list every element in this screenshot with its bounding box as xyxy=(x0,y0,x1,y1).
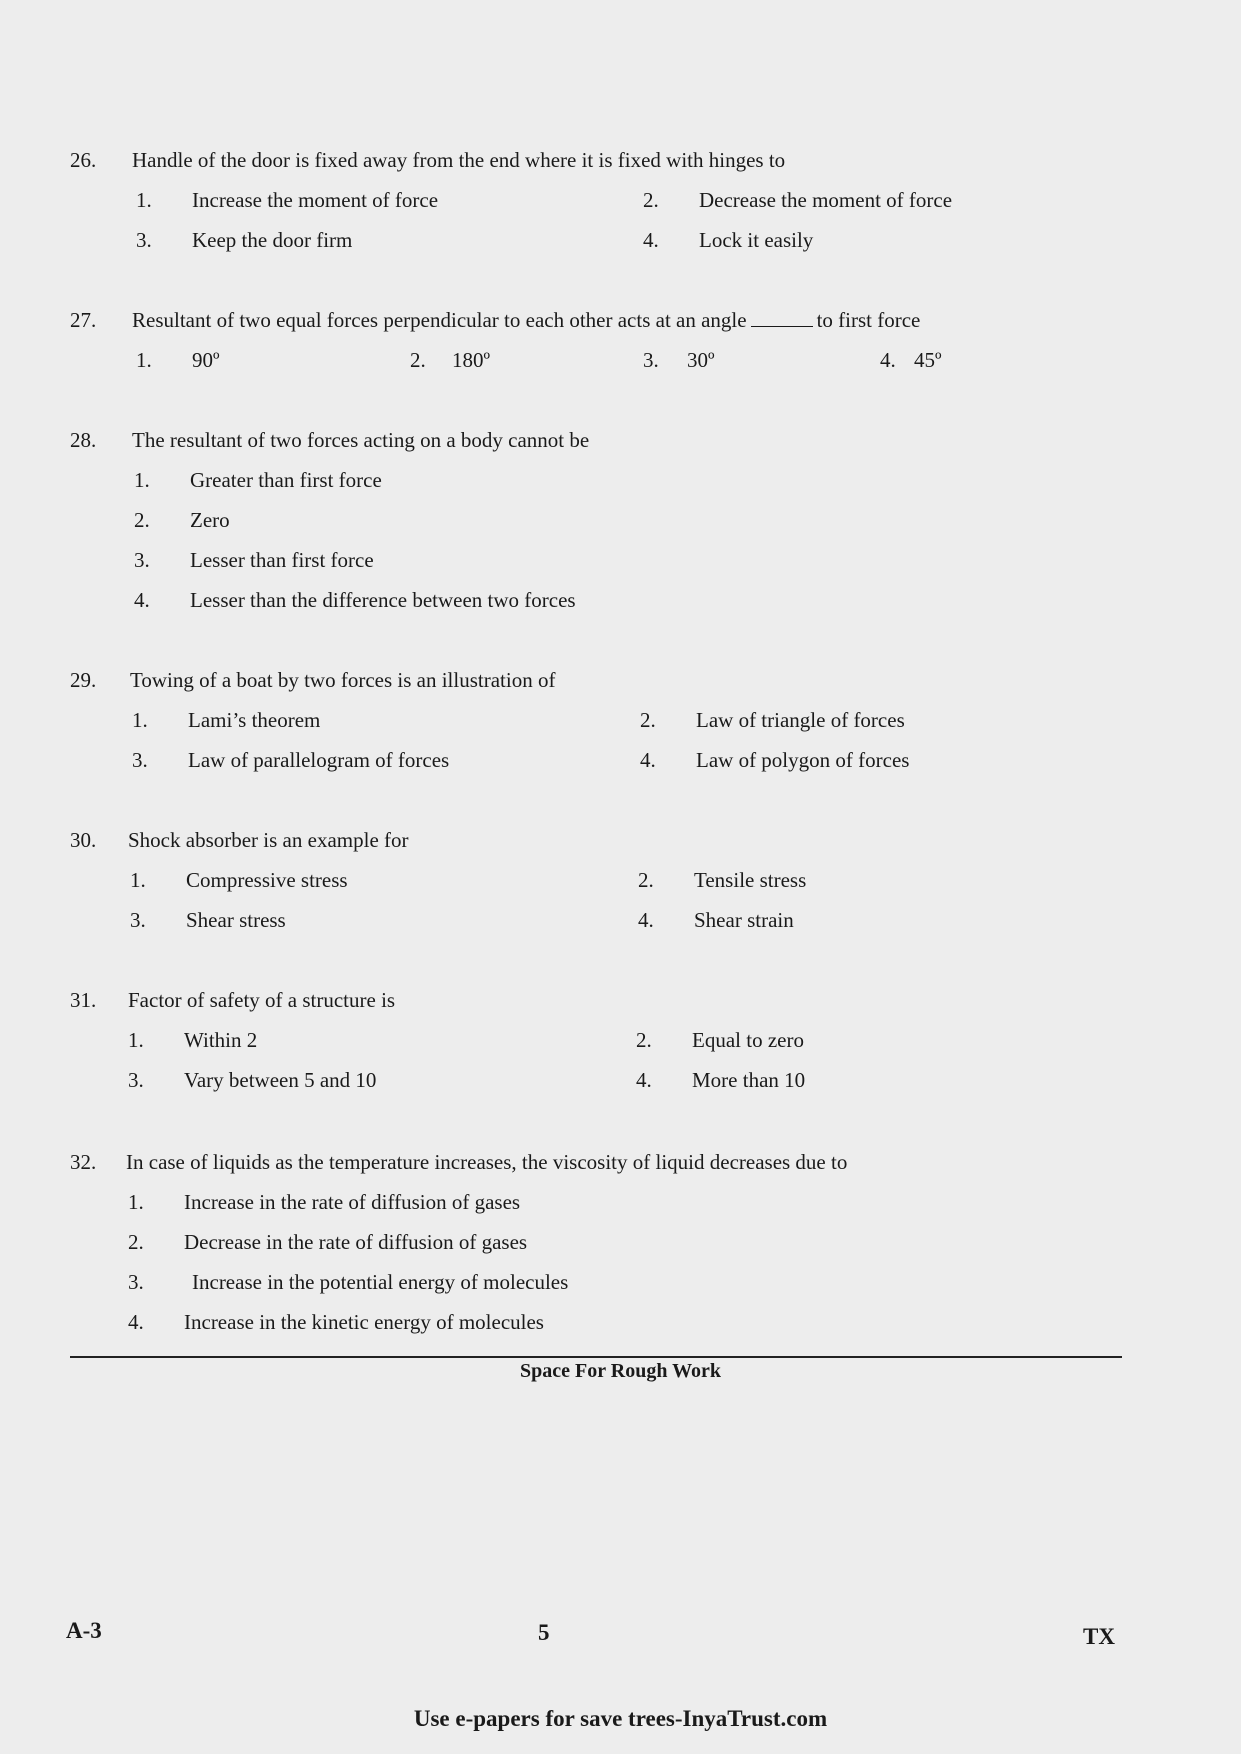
divider-line xyxy=(70,1356,1122,1358)
option-1: 1. Greater than first force xyxy=(134,468,382,492)
option-1: 1. 90º xyxy=(136,348,220,372)
option-3: 3. 30º xyxy=(643,348,715,372)
question-number: 26. xyxy=(70,148,97,172)
option-4: 4. 45º xyxy=(880,348,942,372)
question-number: 27. xyxy=(70,308,97,332)
question-number: 30. xyxy=(70,828,97,852)
answer-blank xyxy=(751,310,813,327)
option-3: 3. Law of parallelogram of forces xyxy=(132,748,450,772)
option-1: 1. Increase in the rate of diffusion of gases xyxy=(128,1190,521,1214)
question-30 xyxy=(70,828,1130,948)
option-4: 4. Shear strain xyxy=(638,908,794,932)
option-3: 3. Shear stress xyxy=(130,908,286,932)
question-number: 31. xyxy=(70,988,97,1012)
paper-code: A-3 xyxy=(66,1618,102,1643)
option-2: 2. Tensile stress xyxy=(638,868,807,892)
subject-code: TX xyxy=(1083,1624,1115,1649)
option-4: 4. Law of polygon of forces xyxy=(640,748,910,772)
question-29 xyxy=(70,668,1130,788)
question-text: Resultant of two equal forces perpendicular to each other acts at an angle to first force xyxy=(132,308,921,332)
option-1: 1. Compressive stress xyxy=(130,868,348,892)
question-text: Factor of safety of a structure is xyxy=(128,988,396,1012)
question-number: 32. xyxy=(70,1150,97,1174)
question-number: 29. xyxy=(70,668,97,692)
question-26 xyxy=(70,148,1130,268)
option-4: 4. More than 10 xyxy=(636,1068,806,1092)
option-2: 2. 180º xyxy=(410,348,491,372)
option-1: 1. Lami’s theorem xyxy=(132,708,321,732)
question-32 xyxy=(70,1150,1130,1350)
option-4: 4. Increase in the kinetic energy of molecules xyxy=(128,1310,544,1334)
watermark-text: Use e-papers for save trees-InyaTrust.com xyxy=(413,1706,828,1731)
question-27 xyxy=(70,308,1130,388)
option-2: 2. Decrease in the rate of diffusion of gases xyxy=(128,1230,528,1254)
option-2: 2. Equal to zero xyxy=(636,1028,804,1052)
rough-work-heading: Space For Rough Work xyxy=(520,1360,721,1382)
option-3: 3. Lesser than first force xyxy=(134,548,374,572)
option-3: 3. Vary between 5 and 10 xyxy=(128,1068,377,1092)
option-1: 1. Increase the moment of force xyxy=(136,188,439,212)
question-text: Handle of the door is fixed away from the end where it is fixed with hinges to xyxy=(132,148,786,172)
page-number: 5 xyxy=(538,1620,550,1645)
option-2: 2. Zero xyxy=(134,508,230,532)
question-28 xyxy=(70,428,1130,628)
question-text: Shock absorber is an example for xyxy=(128,828,409,852)
option-4: 4. Lock it easily xyxy=(643,228,814,252)
option-1: 1. Within 2 xyxy=(128,1028,258,1052)
question-text: The resultant of two forces acting on a body cannot be xyxy=(132,428,590,452)
question-text: Towing of a boat by two forces is an illustration of xyxy=(130,668,556,692)
option-2: 2. Law of triangle of forces xyxy=(640,708,905,732)
option-3: 3. Keep the door firm xyxy=(136,228,353,252)
option-4: 4. Lesser than the difference between two forces xyxy=(134,588,576,612)
option-3: 3. Increase in the potential energy of molecules xyxy=(128,1270,569,1294)
question-31 xyxy=(70,988,1130,1108)
question-number: 28. xyxy=(70,428,97,452)
question-text: In case of liquids as the temperature increases, the viscosity of liquid decreases due to xyxy=(126,1150,848,1174)
option-2: 2. Decrease the moment of force xyxy=(643,188,953,212)
